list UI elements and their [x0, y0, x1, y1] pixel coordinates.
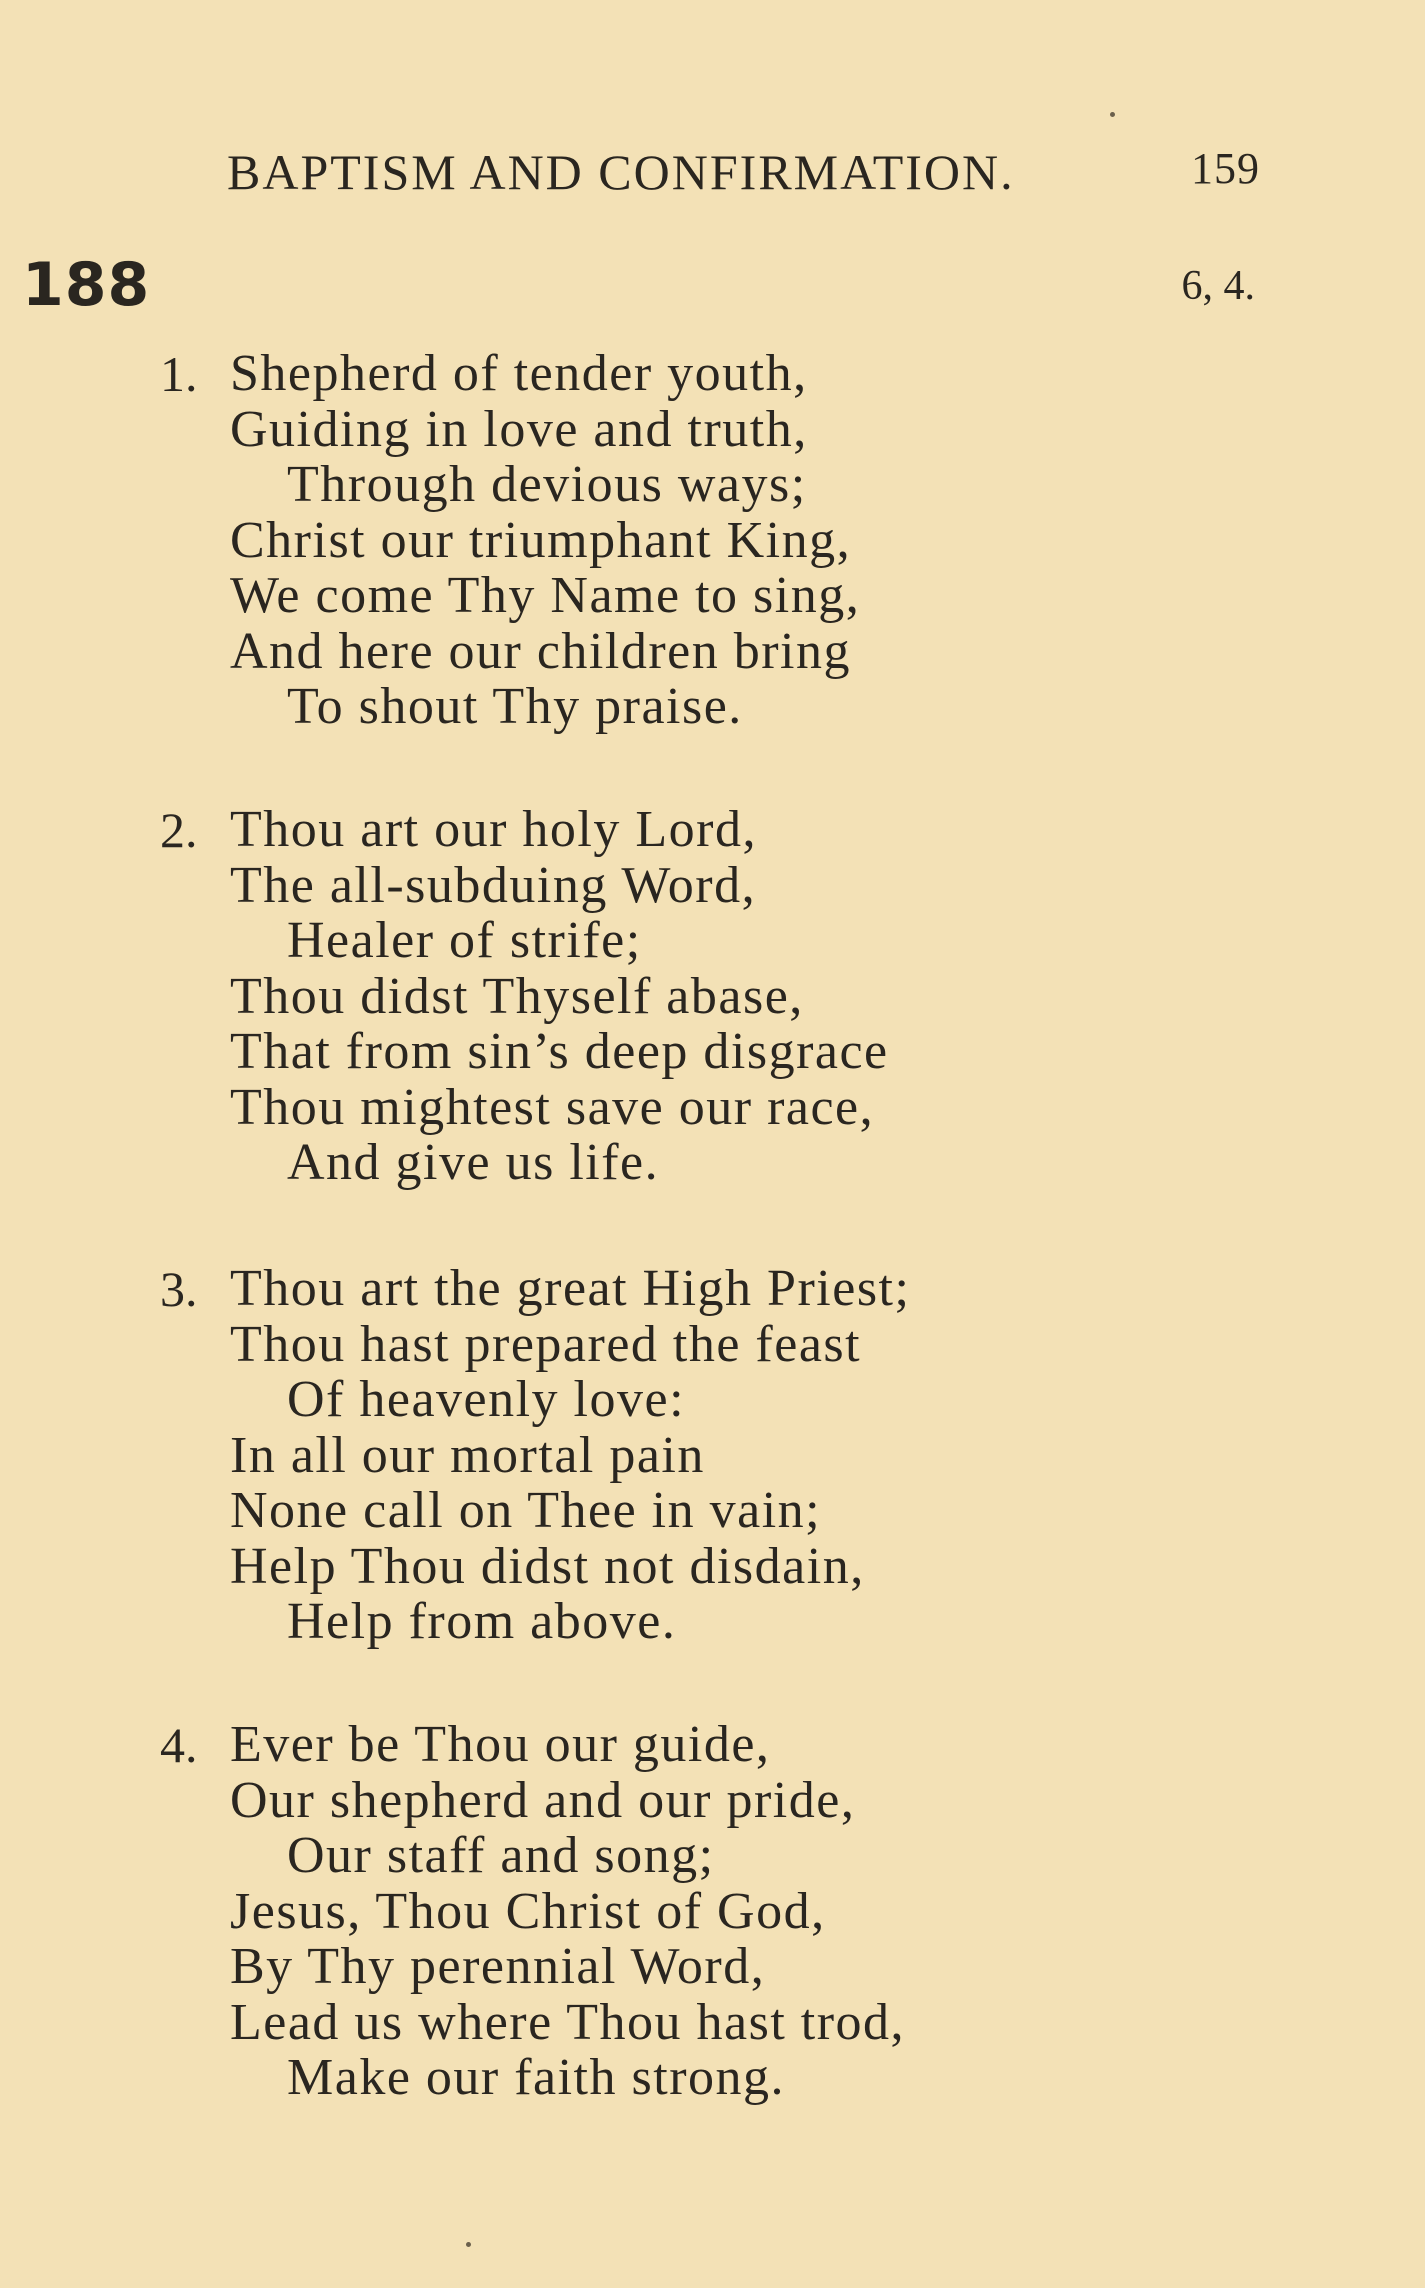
paper-speck [1110, 112, 1115, 117]
paper-speck [466, 2242, 471, 2247]
verse-line: Guiding in love and truth, [230, 400, 808, 458]
verse-line: Ever be Thou our guide, [230, 1716, 771, 1773]
verse-line: Thou didst Thyself abase, [230, 967, 804, 1025]
verse-line: And here our children bring [230, 622, 851, 680]
verse-lines [230, 1261, 910, 1650]
verse-line: Healer of strife; [287, 912, 642, 969]
verse-line: In all our mortal pain [230, 1426, 705, 1484]
verse-line: The all-subduing Word, [230, 856, 757, 914]
verse-line: Make our faith strong. [287, 2049, 786, 2106]
verse-line: And give us life. [287, 1134, 660, 1191]
hymn-number: 188 [22, 250, 151, 320]
verse-line: Jesus, Thou Christ of God, [230, 1882, 826, 1940]
verse-line: Thou hast prepared the feast [230, 1315, 862, 1373]
verse-line: Help Thou didst not disdain, [230, 1537, 865, 1595]
verse-line: By Thy perennial Word, [230, 1938, 766, 1995]
verse-number: 4. [160, 1717, 198, 1773]
verse-line: Lead us where Thou hast trod, [230, 1993, 906, 2051]
verse-line: Of heavenly love: [287, 1371, 686, 1428]
running-title: BAPTISM AND CONFIRMATION. [227, 144, 1015, 200]
verse-line: Thou art the great High Priest; [230, 1260, 911, 1317]
verse-line: Christ our triumphant King, [230, 511, 852, 569]
verse-line: Shepherd of tender youth, [230, 345, 808, 402]
verse-lines [230, 346, 860, 735]
verse-line: Our shepherd and our pride, [230, 1771, 856, 1829]
page-number: 159 [1191, 144, 1260, 193]
hymn-meter: 6, 4. [1181, 263, 1255, 309]
verse-line: That from sin’s deep disgrace [230, 1023, 889, 1080]
verse-line: None call on Thee in vain; [230, 1482, 822, 1539]
verse-line: We come Thy Name to sing, [230, 567, 861, 624]
verse-number: 2. [160, 802, 198, 858]
verse-line: To shout Thy praise. [287, 678, 743, 735]
verse-lines [230, 802, 889, 1191]
verse-number: 3. [160, 1261, 198, 1317]
verse-line: Our staff and song; [287, 1827, 715, 1884]
verse-number: 1. [160, 346, 198, 402]
verse-line: Help from above. [287, 1593, 677, 1650]
verse-line: Thou art our holy Lord, [230, 801, 757, 858]
verse-lines [230, 1717, 905, 2106]
verse-line: Thou mightest save our race, [230, 1078, 875, 1136]
verse-line: Through devious ways; [287, 456, 807, 513]
